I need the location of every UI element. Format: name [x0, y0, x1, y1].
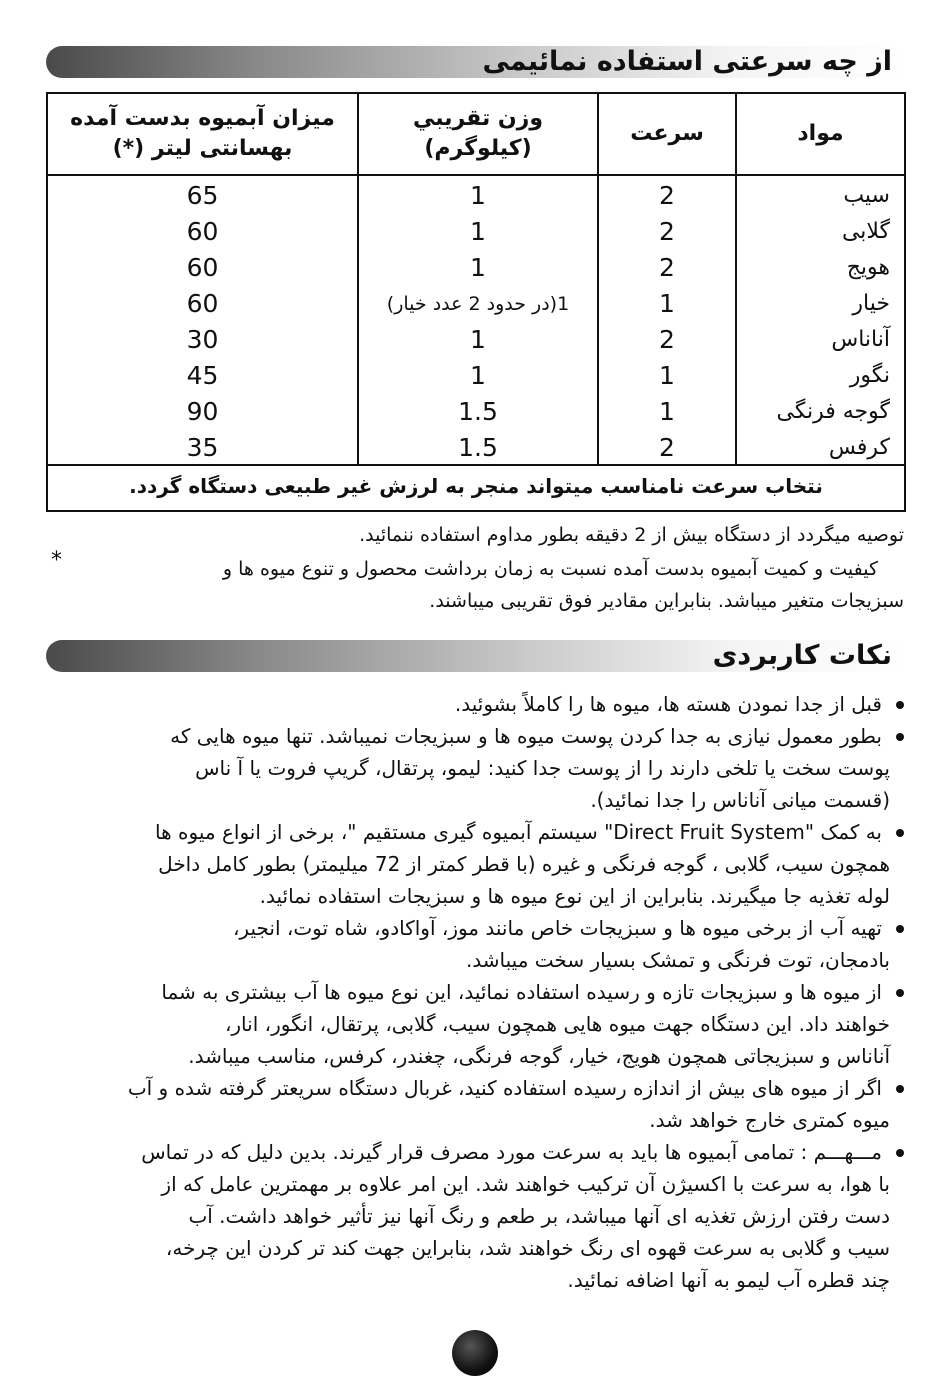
header-weight: وزن تقريبي (کیلوگرم) [412, 106, 544, 161]
header-speed: سرعت [630, 121, 704, 146]
bullet-dot [896, 733, 904, 741]
bullet-text: بادمجان، توت فرنگی و تمشک بسیار سخت میباشد. [465, 948, 890, 972]
bullet-text: پوست سخت یا تلخی دارند را از پوست جدا کنید: لیمو، پرتقال، گریپ فروت یا آ ناس [195, 756, 890, 780]
cell-material: هویج [846, 255, 890, 280]
cell-speed: 2 [659, 325, 675, 354]
bullet-text: مـــهـــم : تمامی آبمیوه ها باید به سرعت مورد مصرف قرار گیرند. بدین دلیل که در تماس [141, 1140, 882, 1164]
cell-material: کرفس [828, 435, 890, 460]
table-divider [48, 174, 904, 176]
cell-weight: 1 [470, 325, 486, 354]
header-material: مواد [797, 121, 844, 146]
cell-weight: 1 [470, 181, 486, 210]
bullet-text: لوله تغذیه جا میگیرند. بنابراین از این نوع میوه ها و سبزیجات استفاده نمائید. [259, 884, 890, 908]
header-juice: میزان آبمیوه بدست آمده بهسانتی لیتر (*) [70, 106, 335, 161]
bullet-text: (قسمت میانی آناناس را جدا نمائید). [590, 788, 890, 812]
bullet-dot [896, 1149, 904, 1157]
cell-juice: 30 [186, 325, 219, 354]
note-usage-time: توصیه میگردد از دستگاه بیش از 2 دقیقه بطور مداوم استفاده ننمائید. [359, 524, 904, 546]
cell-speed: 2 [659, 253, 675, 282]
cell-material: گوجه فرنگی [776, 399, 890, 424]
cell-speed: 1 [659, 397, 675, 426]
bullet-text: اگر از میوه های بیش از اندازه رسیده استفاده کنید، غربال دستگاه سریعتر گرفته شده و آب [127, 1076, 882, 1100]
bullet-dot [896, 829, 904, 837]
speed-table [46, 92, 906, 512]
cell-juice: 90 [186, 397, 219, 426]
cell-material: نگور [849, 363, 890, 388]
bullet-text: تهیه آب از برخی میوه ها و سبزیجات خاص مانند موز، آواکادو، شاه توت، انجیر، [232, 916, 882, 940]
cell-weight: 1 [470, 253, 486, 282]
bullet-text: سیب و گلابی به سرعت قهوه ای رنگ خواهند شد، بنابراین جهت کند تر کردن این چرخه، [165, 1236, 890, 1260]
bullet-text: همچون سیب، گلابی ، گوجه فرنگی و غیره (با قطر کمتر از 72 میلیمتر) بطور کامل داخل [158, 852, 890, 876]
page-marker [452, 1330, 498, 1376]
bullet-text: میوه کمتری خارج خواهد شد. [649, 1108, 890, 1132]
cell-juice: 60 [186, 289, 219, 318]
bullet-text: بطور معمول نیازی به جدا کردن پوست میوه ها و سبزیجات نمیباشد. تنها میوه هایی که [170, 724, 882, 748]
cell-weight: 1.5 [458, 433, 498, 462]
bullet-text: خواهند داد. این دستگاه جهت میوه هایی همچون سیب، گلابی، پرتقال، انگور، انار، [224, 1012, 890, 1036]
note-star: * [51, 548, 62, 573]
cell-material: آناناس [831, 327, 890, 352]
section-title-speed: از چه سرعتی استفاده نمائیمی [482, 46, 892, 77]
bullet-text: آناناس و سبزیجاتی همچون هویج، خیار، گوجه فرنگی، چغندر، کرفس، مناسب میباشد. [188, 1044, 890, 1068]
bullet-dot [896, 925, 904, 933]
cell-material: خیار [852, 291, 890, 316]
bullet-dot [896, 1085, 904, 1093]
cell-juice: 60 [186, 217, 219, 246]
bullet-dot [896, 989, 904, 997]
cell-juice: 65 [186, 181, 219, 210]
cell-material: گلابی [841, 219, 890, 244]
bullet-text: به کمک "Direct Fruit System" سیستم آبمیوه گیری مستقیم "، برخی از انواع میوه ها [155, 820, 882, 844]
cell-weight: 1.5 [458, 397, 498, 426]
bullet-text: چند قطره آب لیمو به آنها اضافه نمائید. [567, 1268, 890, 1292]
note-quality-cont: سبزیجات متغیر میباشد. بنابراین مقادیر فوق تقریبی میباشند. [429, 590, 904, 612]
cell-juice: 60 [186, 253, 219, 282]
cell-juice: 35 [186, 433, 219, 462]
cell-speed: 2 [659, 181, 675, 210]
bullet-text: دست رفتن ارزش تغذیه ای آنها میباشد، بر طعم و رنگ آنها نیز تأثیر خواهد داشت. آب [188, 1204, 890, 1228]
cell-weight: 1 [470, 361, 486, 390]
section-title-tips: نکات کاربردی [712, 640, 892, 671]
cell-speed: 1 [659, 289, 675, 318]
cell-material: سیب [843, 183, 890, 208]
cell-speed: 2 [659, 217, 675, 246]
note-quality: کیفیت و کمیت آبمیوه بدست آمده نسبت به زمان برداشت محصول و تنوع میوه ها و [222, 558, 878, 580]
cell-weight: 1(در حدود 2 عدد خیار) [386, 293, 570, 315]
cell-juice: 45 [186, 361, 219, 390]
bullet-text: با هوا، به سرعت با اکسیژن آن ترکیب خواهند شد. این امر علاوه بر مهمترین عامل که از [161, 1172, 890, 1196]
bullet-dot [896, 701, 904, 709]
cell-weight: 1 [470, 217, 486, 246]
cell-speed: 2 [659, 433, 675, 462]
table-footer-warning: نتخاب سرعت نامناسب میتواند منجر به لرزش غیر طبیعی دستگاه گردد. [129, 474, 823, 498]
bullet-text: قبل از جدا نمودن هسته ها، میوه ها را کاملاً بشوئید. [454, 692, 882, 716]
bullet-text: از میوه ها و سبزیجات تازه و رسیده استفاده نمائید، این نوع میوه ها آب بیشتری به شما [161, 980, 882, 1004]
cell-speed: 1 [659, 361, 675, 390]
